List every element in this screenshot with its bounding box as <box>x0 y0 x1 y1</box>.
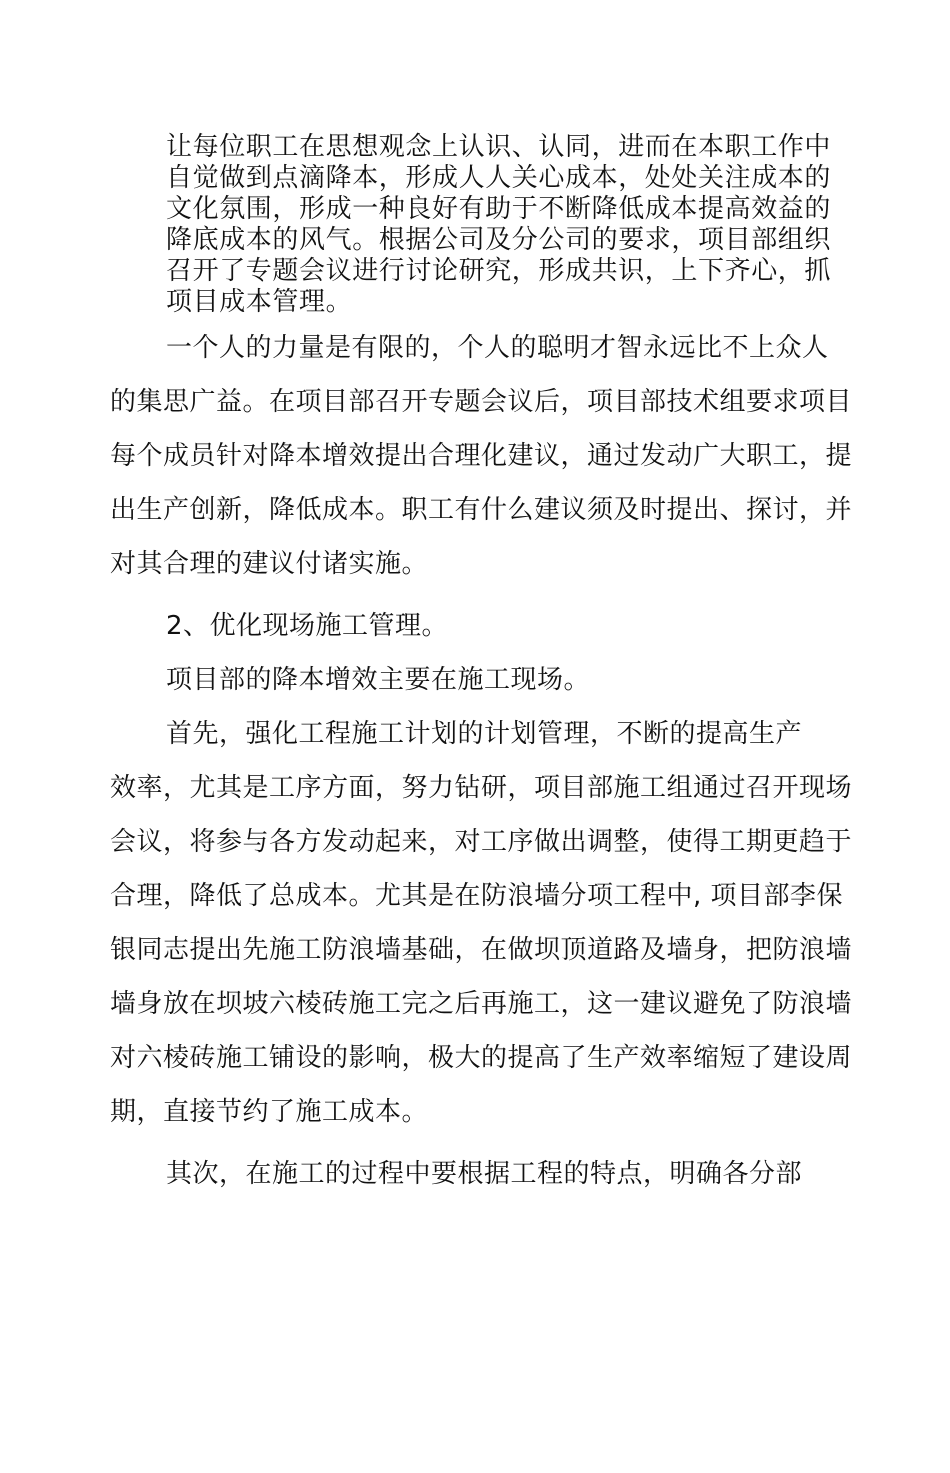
paragraph-2-line: 每个成员针对降本增效提出合理化建议，通过发动广大职工，提 <box>110 441 853 471</box>
paragraph-1-line: 召开了专题会议进行讨论研究，形成共识，上下齐心，抓 <box>166 256 832 286</box>
section-heading: 2、优化现场施工管理。 <box>166 611 449 641</box>
paragraph-4-line: 墙身放在坝坡六棱砖施工完之后再施工，这一建议避免了防浪墙 <box>110 989 853 1019</box>
paragraph-4-line: 对六棱砖施工铺设的影响，极大的提高了生产效率缩短了建设周 <box>110 1043 853 1073</box>
paragraph-1-line: 文化氛围，形成一种良好有助于不断降低成本提高效益的 <box>166 194 832 224</box>
paragraph-1-line: 自觉做到点滴降本，形成人人关心成本，处处关注成本的 <box>166 163 832 193</box>
paragraph-4-line: 会议，将参与各方发动起来，对工序做出调整，使得工期更趋于 <box>110 827 853 857</box>
paragraph-2-line: 出生产创新，降低成本。职工有什么建议须及时提出、探讨，并 <box>110 495 853 525</box>
paragraph-1-line: 让每位职工在思想观念上认识、认同，进而在本职工作中 <box>166 132 832 162</box>
paragraph-2-line: 的集思广益。在项目部召开专题会议后，项目部技术组要求项目 <box>110 387 853 417</box>
paragraph-4-line: 合理，降低了总成本。尤其是在防浪墙分项工程中, 项目部李保 <box>110 881 844 911</box>
paragraph-1-line: 降底成本的风气。根据公司及分公司的要求，项目部组织 <box>166 225 832 255</box>
paragraph-2-line: 对其合理的建议付诸实施。 <box>110 549 429 579</box>
paragraph-2-line: 一个人的力量是有限的，个人的聪明才智永远比不上众人 <box>166 333 829 363</box>
paragraph-4-line: 首先，强化工程施工计划的计划管理，不断的提高生产 <box>166 719 803 749</box>
paragraph-4-line: 效率，尤其是工序方面，努力钻研，项目部施工组通过召开现场 <box>110 773 853 803</box>
paragraph-1-line: 项目成本管理。 <box>166 287 353 317</box>
paragraph-3: 项目部的降本增效主要在施工现场。 <box>166 665 591 695</box>
paragraph-5: 其次，在施工的过程中要根据工程的特点，明确各分部 <box>166 1159 803 1189</box>
paragraph-4-line: 银同志提出先施工防浪墙基础，在做坝顶道路及墙身，把防浪墙 <box>110 935 853 965</box>
paragraph-4-line: 期，直接节约了施工成本。 <box>110 1097 429 1127</box>
